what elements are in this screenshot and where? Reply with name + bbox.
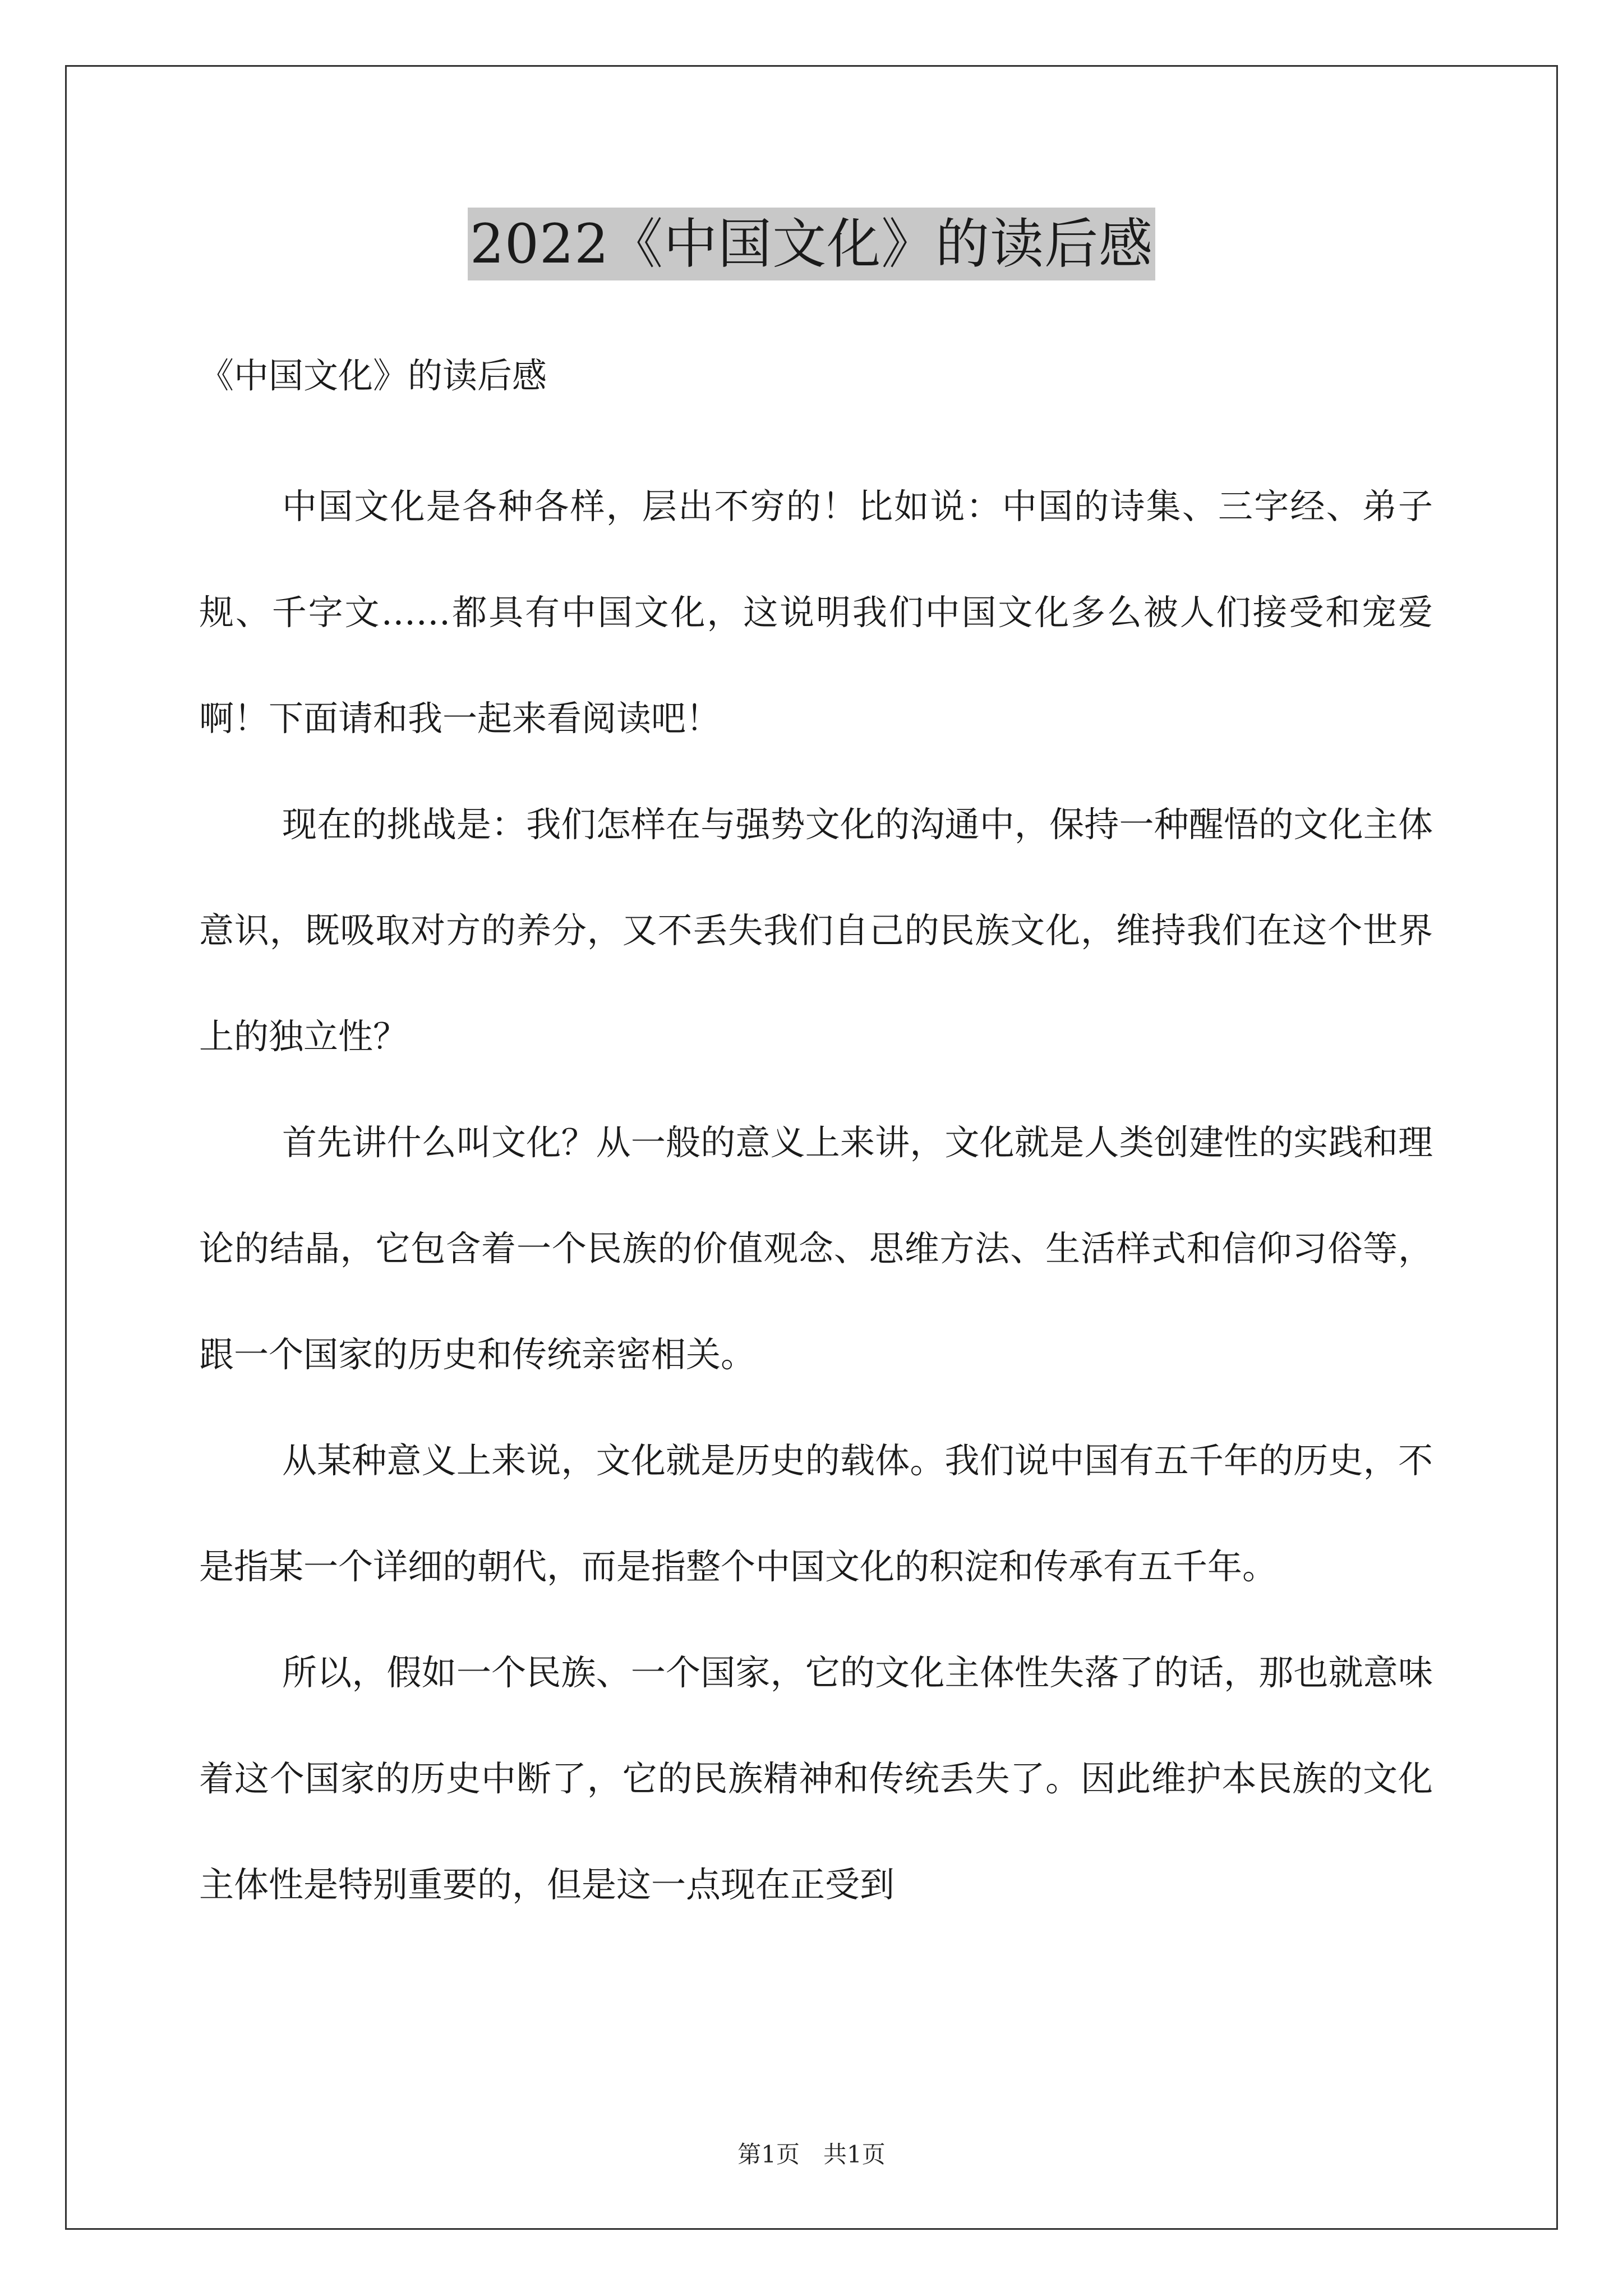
title-container	[0, 208, 1623, 280]
document-title: 2022《中国文化》的读后感	[468, 208, 1155, 280]
paragraph-5: 所以，假如一个民族、一个国家，它的文化主体性失落了的话，那也就意味着这个国家的历史中断了，它的民族精神和传统丢失了。因此维护本民族的文化主体性是特别重要的，但是这一点现在正受到	[199, 1652, 1433, 1905]
document-body	[199, 348, 1433, 1938]
paragraph-3: 首先讲什么叫文化？从一般的意义上来讲，文化就是人类创建性的实践和理论的结晶，它包含着一个民族的价值观念、思维方法、生活样式和信仰习俗等，跟一个国家的历史和传统亲密相关。	[199, 1122, 1433, 1375]
page-footer: 第1页 共1页	[737, 2141, 886, 2168]
paragraph-4: 从某种意义上来说，文化就是历史的载体。我们说中国有五千年的历史，不是指某一个详细的朝代，而是指整个中国文化的积淀和传承有五千年。	[199, 1440, 1433, 1587]
paragraph-2: 现在的挑战是：我们怎样在与强势文化的沟通中，保持一种醒悟的文化主体意识，既吸取对方的养分，又不丢失我们自己的民族文化，维持我们在这个世界上的独立性？	[199, 804, 1433, 1057]
document-subheading: 《中国文化》的读后感	[199, 355, 547, 396]
paragraph-1: 中国文化是各种各样，层出不穷的！比如说：中国的诗集、三字经、弟子规、千字文……都具有中国文化，这说明我们中国文化多么被人们接受和宠爱啊！下面请和我一起来看阅读吧！	[199, 486, 1433, 739]
